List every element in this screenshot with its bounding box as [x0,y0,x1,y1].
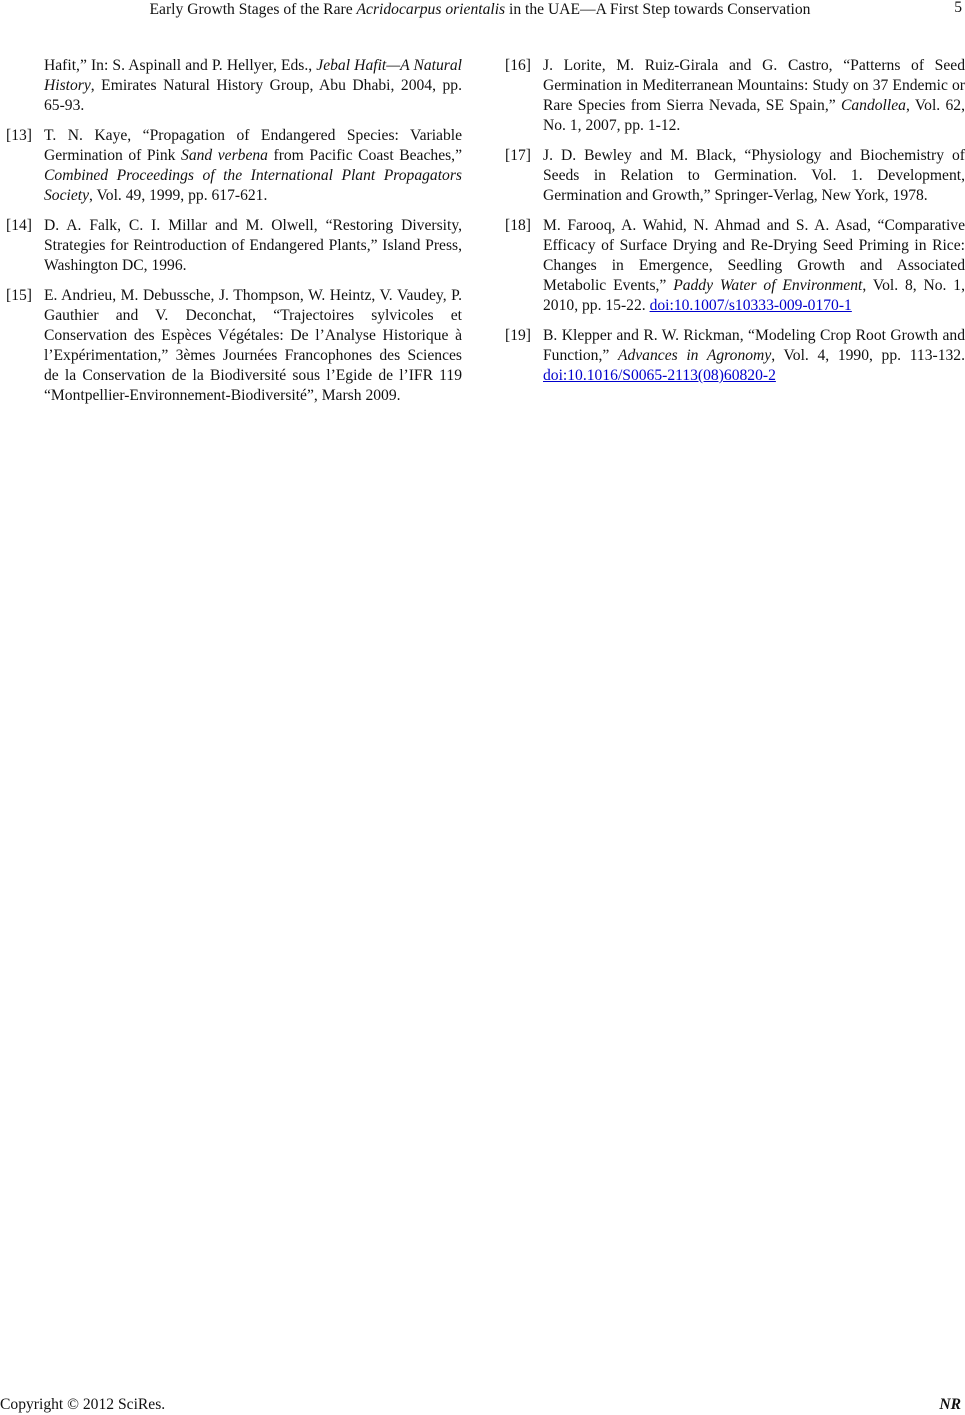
reference-14 [6,216,462,276]
reference-19 [505,326,965,386]
journal-abbreviation: NR [939,1396,961,1413]
ref-number: [17] [505,147,531,164]
ref-italic: Advances in Agronomy [617,347,772,364]
ref-text: Hafit,” In: S. Aspinall and P. Hellyer, Eds., [44,57,317,74]
ref-text: from Pacific Coast Beaches,” [267,147,462,164]
right-column [505,56,965,396]
ref-italic: Jebal Hafit—A Natural History [44,57,462,94]
ref-italic: Paddy Water of Environment [673,277,863,294]
ref-text: , Vol. 8, No. 1, 2010, pp. 15-22. [543,277,965,314]
doi-link[interactable]: doi:10.1016/S0065-2113(08)60820-2 [543,367,776,384]
ref-text: , Emirates Natural History Group, Abu Dhabi, 2004, pp. 65-93. [44,77,462,114]
left-column [6,56,462,416]
reference-15 [6,286,462,406]
reference-13 [6,126,462,206]
reference-16 [505,56,965,136]
ref-italic: Combined Proceedings of the International Plant Propagators Society [44,167,462,204]
running-header [80,0,880,20]
page-number: 5 [954,0,962,16]
ref-text: B. Klepper and R. W. Rickman, “Modeling Crop Root Growth and Function,” [543,327,965,364]
ref-text: E. Andrieu, M. Debussche, J. Thompson, W. Heintz, V. Vaudey, P. Gauthier and V. Deconchat, “Trajectoires sylvicoles et Conservation des Espèces Végétales: De l’Analyse Historique à l’Expérimentation,” 3èmes Journées Francophones des Sciences de la Conservation de la Biodiversité sous l’Egide de l’IFR 119 “Montpellier-Environnement-Biodiversité”, Marsh 2009. [44,287,462,404]
ref-text: , Vol. 49, 1999, pp. 617-621. [89,187,268,204]
doi-link[interactable]: doi:10.1007/s10333-009-0170-1 [649,297,852,314]
ref-text: D. A. Falk, C. I. Millar and M. Olwell, “Restoring Diversity, Strategies for Reintroduction of Endangered Plants,” Island Press, Washington DC, 1996. [44,217,462,274]
header-species: Acridocarpus orientalis [356,1,506,18]
ref-number: [18] [505,217,531,234]
ref-number: [19] [505,327,531,344]
ref-text: , Vol. 4, 1990, pp. 113-132. [771,347,965,364]
reference-continuation [6,56,462,116]
ref-italic: Candollea [840,97,906,114]
header-title-end: in the UAE—A First Step towards Conservation [505,1,811,18]
ref-text: J. D. Bewley and M. Black, “Physiology and Biochemistry of Seeds in Relation to Germination. Vol. 1. Development, Germination and Growth,” Springer-Verlag, New York, 1978. [543,147,965,204]
ref-number: [15] [6,287,32,304]
header-title: Early Growth Stages of the Rare [149,1,357,18]
reference-18 [505,216,965,316]
ref-text: T. N. Kaye, “Propagation of Endangered Species: Variable Germination of Pink [44,127,462,164]
ref-text: M. Farooq, A. Wahid, N. Ahmad and S. A. Asad, “Comparative Efficacy of Surface Drying and Re-Drying Seed Priming in Rice: Changes in Emergence, Seedling Growth and Associated Metabolic Events,” [543,217,965,294]
ref-text: , Vol. 62, No. 1, 2007, pp. 1-12. [543,97,965,134]
reference-17 [505,146,965,206]
copyright-notice: Copyright © 2012 SciRes. [0,1396,166,1413]
ref-italic: Sand verbena [181,147,268,164]
ref-number: [13] [6,127,32,144]
ref-number: [14] [6,217,32,234]
ref-text: J. Lorite, M. Ruiz-Girala and G. Castro, “Patterns of Seed Germination in Mediterranean Mountains: Study on 37 Endemic or Rare Species from Sierra Nevada, SE Spain,” [543,57,965,114]
ref-number: [16] [505,57,531,74]
